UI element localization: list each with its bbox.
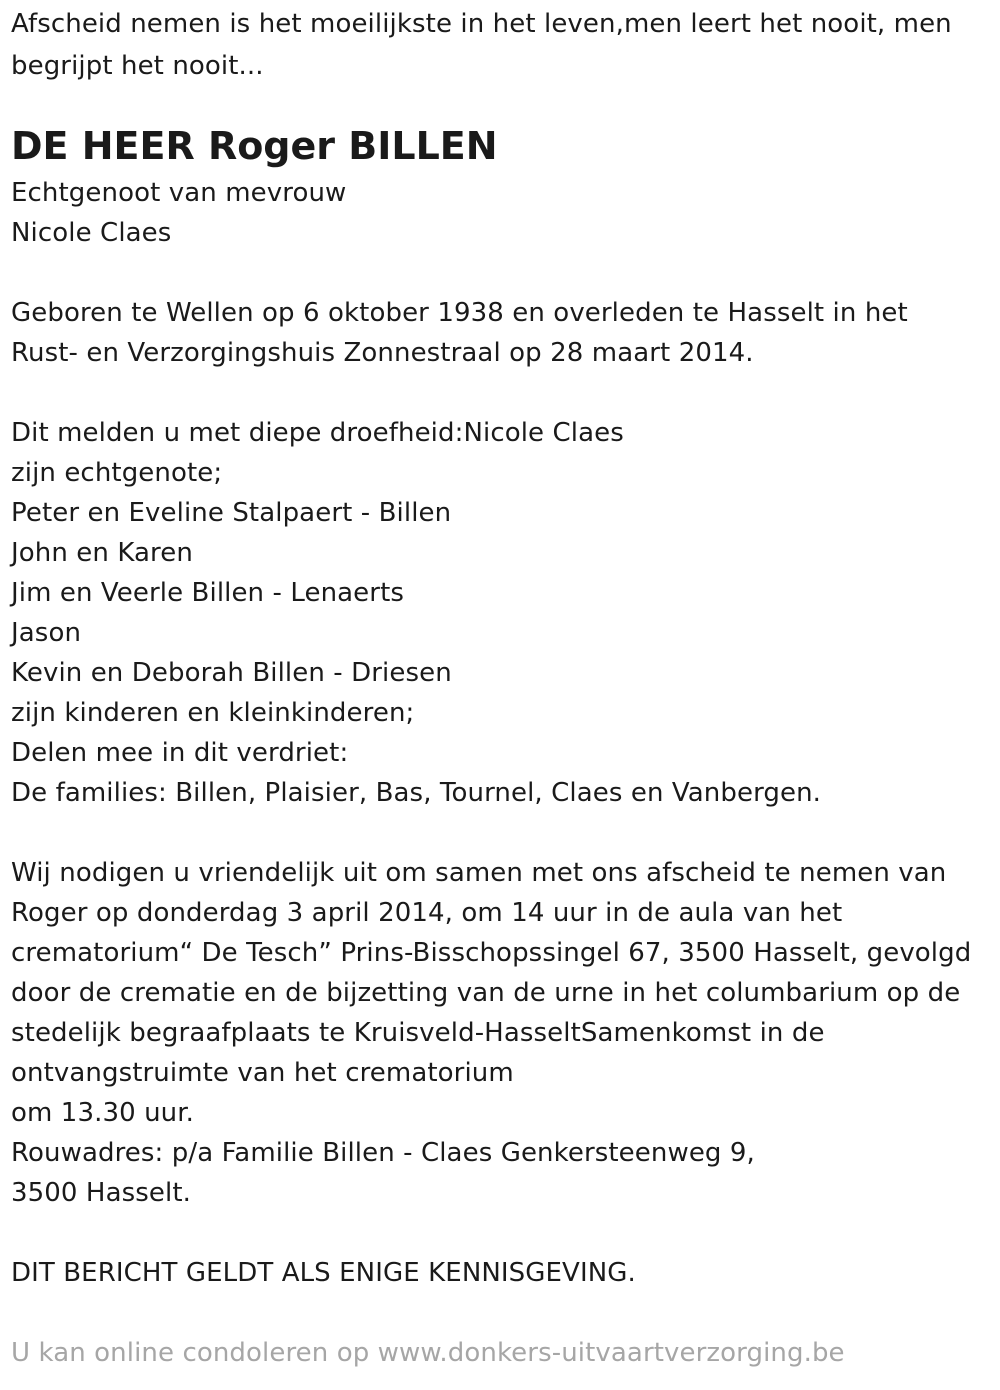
intro-line-1: Afscheid nemen is het moeilijkste in het leven,men leert het nooit, men xyxy=(11,9,952,39)
family-line: De families: Billen, Plaisier, Bas, Tournel, Claes en Vanbergen. xyxy=(11,778,822,808)
family-line: zijn echtgenote; xyxy=(11,458,223,488)
ceremony-line: stedelijk begraafplaats te Kruisveld-HasseltSamenkomst in de xyxy=(11,1018,825,1048)
family-line: Peter en Eveline Stalpaert - Billen xyxy=(11,498,452,528)
ceremony-line: crematorium“ De Tesch” Prins-Bisschopssingel 67, 3500 Hasselt, gevolgd xyxy=(11,938,972,968)
ceremony-line: om 13.30 uur. xyxy=(11,1098,195,1128)
spouse-line-2: Nicole Claes xyxy=(11,218,172,248)
birth-death-line-1: Geboren te Wellen op 6 oktober 1938 en overleden te Hasselt in het xyxy=(11,298,908,328)
official-notice: DIT BERICHT GELDT ALS ENIGE KENNISGEVING. xyxy=(11,1258,636,1288)
ceremony-line: 3500 Hasselt. xyxy=(11,1178,191,1208)
family-line: Jason xyxy=(11,618,82,648)
ceremony-line: Rouwadres: p/a Familie Billen - Claes Genkersteenweg 9, xyxy=(11,1138,755,1168)
family-line: zijn kinderen en kleinkinderen; xyxy=(11,698,415,728)
ceremony-line: Wij nodigen u vriendelijk uit om samen met ons afscheid te nemen van xyxy=(11,858,947,888)
family-line: Jim en Veerle Billen - Lenaerts xyxy=(11,578,405,608)
spouse-line-1: Echtgenoot van mevrouw xyxy=(11,178,347,208)
ceremony-line: Roger op donderdag 3 april 2014, om 14 uur in de aula van het xyxy=(11,898,843,928)
birth-death-line-2: Rust- en Verzorgingshuis Zonnestraal op 28 maart 2014. xyxy=(11,338,754,368)
family-line: Delen mee in dit verdriet: xyxy=(11,738,349,768)
deceased-name-title: DE HEER Roger BILLEN xyxy=(11,124,498,168)
intro-line-2: begrijpt het nooit... xyxy=(11,51,264,81)
ceremony-line: door de crematie en de bijzetting van de urne in het columbarium op de xyxy=(11,978,961,1008)
family-line: Dit melden u met diepe droefheid:Nicole Claes xyxy=(11,418,624,448)
ceremony-line: ontvangstruimte van het crematorium xyxy=(11,1058,514,1088)
family-line: Kevin en Deborah Billen - Driesen xyxy=(11,658,452,688)
condolence-footer: U kan online condoleren op www.donkers-uitvaartverzorging.be xyxy=(11,1338,845,1368)
family-line: John en Karen xyxy=(11,538,193,568)
